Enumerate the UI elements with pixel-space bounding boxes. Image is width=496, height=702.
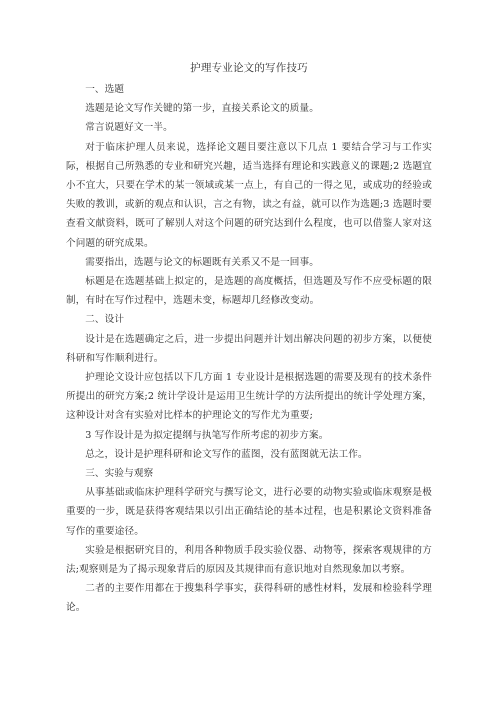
section-heading-experiment: 三、实验与观察 bbox=[85, 468, 154, 480]
section-heading-topic: 一、选题 bbox=[85, 84, 125, 95]
paragraph: 标题是在选题基础上拟定的，是选题的高度概括，但选题及写作不应受标题的限制，有时在写作过程中，选题未变，标题却几经修改变动。 bbox=[66, 276, 432, 307]
paragraph: 二者的主要作用都在于搜集科学事实，获得科研的感性材料，发展和检验科学理论。 bbox=[66, 583, 432, 614]
paragraph: 设计是在选题确定之后，进一步提出问题并计划出解决问题的初步方案，以便使科研和写作顺利进行。 bbox=[66, 333, 432, 364]
paragraph: 对于临床护理人员来说，选择论文题目要注意以下几点 1 要结合学习与工作实际，根据自己所熟悉的专业和研究兴趣，适当选择有理论和实践意义的课题;2 选题宜小不宜大，只要在学术的某一领域或某一点上，有自己的一得之见，或成功的经验或失败的教训，或新的观点和认识，言之有物，读之有益，就可以作为选题;3 选题时要查看文献资料，既可了解别人对这个问题的研究达到什么程度，也可以借鉴人家对这个问题的研究成果。 bbox=[66, 141, 432, 249]
paragraph: 选题是论文写作关键的第一步，直接关系论文的质量。 bbox=[85, 103, 320, 115]
section-heading-design: 二、设计 bbox=[85, 314, 125, 326]
document-title: 护理专业论文的写作技巧 bbox=[190, 62, 308, 74]
paragraph: 从事基础或临床护理科学研究与撰写论文，进行必要的动物实验或临床观察是极重要的一步，既是获得客观结果以引出正确结论的基本过程，也是积累论文资料准备写作的重要途径。 bbox=[66, 487, 432, 537]
paragraph: 需要指出，选题与论文的标题既有关系又不是一回事。 bbox=[85, 256, 320, 268]
paragraph: 总之，设计是护理科研和论文写作的蓝图，没有蓝图就无法工作。 bbox=[85, 448, 368, 460]
paragraph: 常言说题好文一半。 bbox=[85, 122, 173, 134]
paragraph: 护理论文设计应包括以下几方面 1 专业设计是根据选题的需要及现有的技术条件所提出的研究方案;2 统计学设计是运用卫生统计学的方法所提出的统计学处理方案，这种设计对含有实验对比样本的护理论文的写作尤为重要; bbox=[66, 372, 432, 422]
paragraph: 实验是根据研究目的，利用各种物质手段实验仪器、动物等，探索客观规律的方法;观察则是为了揭示现象背后的原因及其规律而有意识地对自然现象加以考察。 bbox=[66, 544, 432, 576]
paragraph: 3 写作设计是为拟定提纲与执笔写作所考虑的初步方案。 bbox=[85, 429, 329, 441]
